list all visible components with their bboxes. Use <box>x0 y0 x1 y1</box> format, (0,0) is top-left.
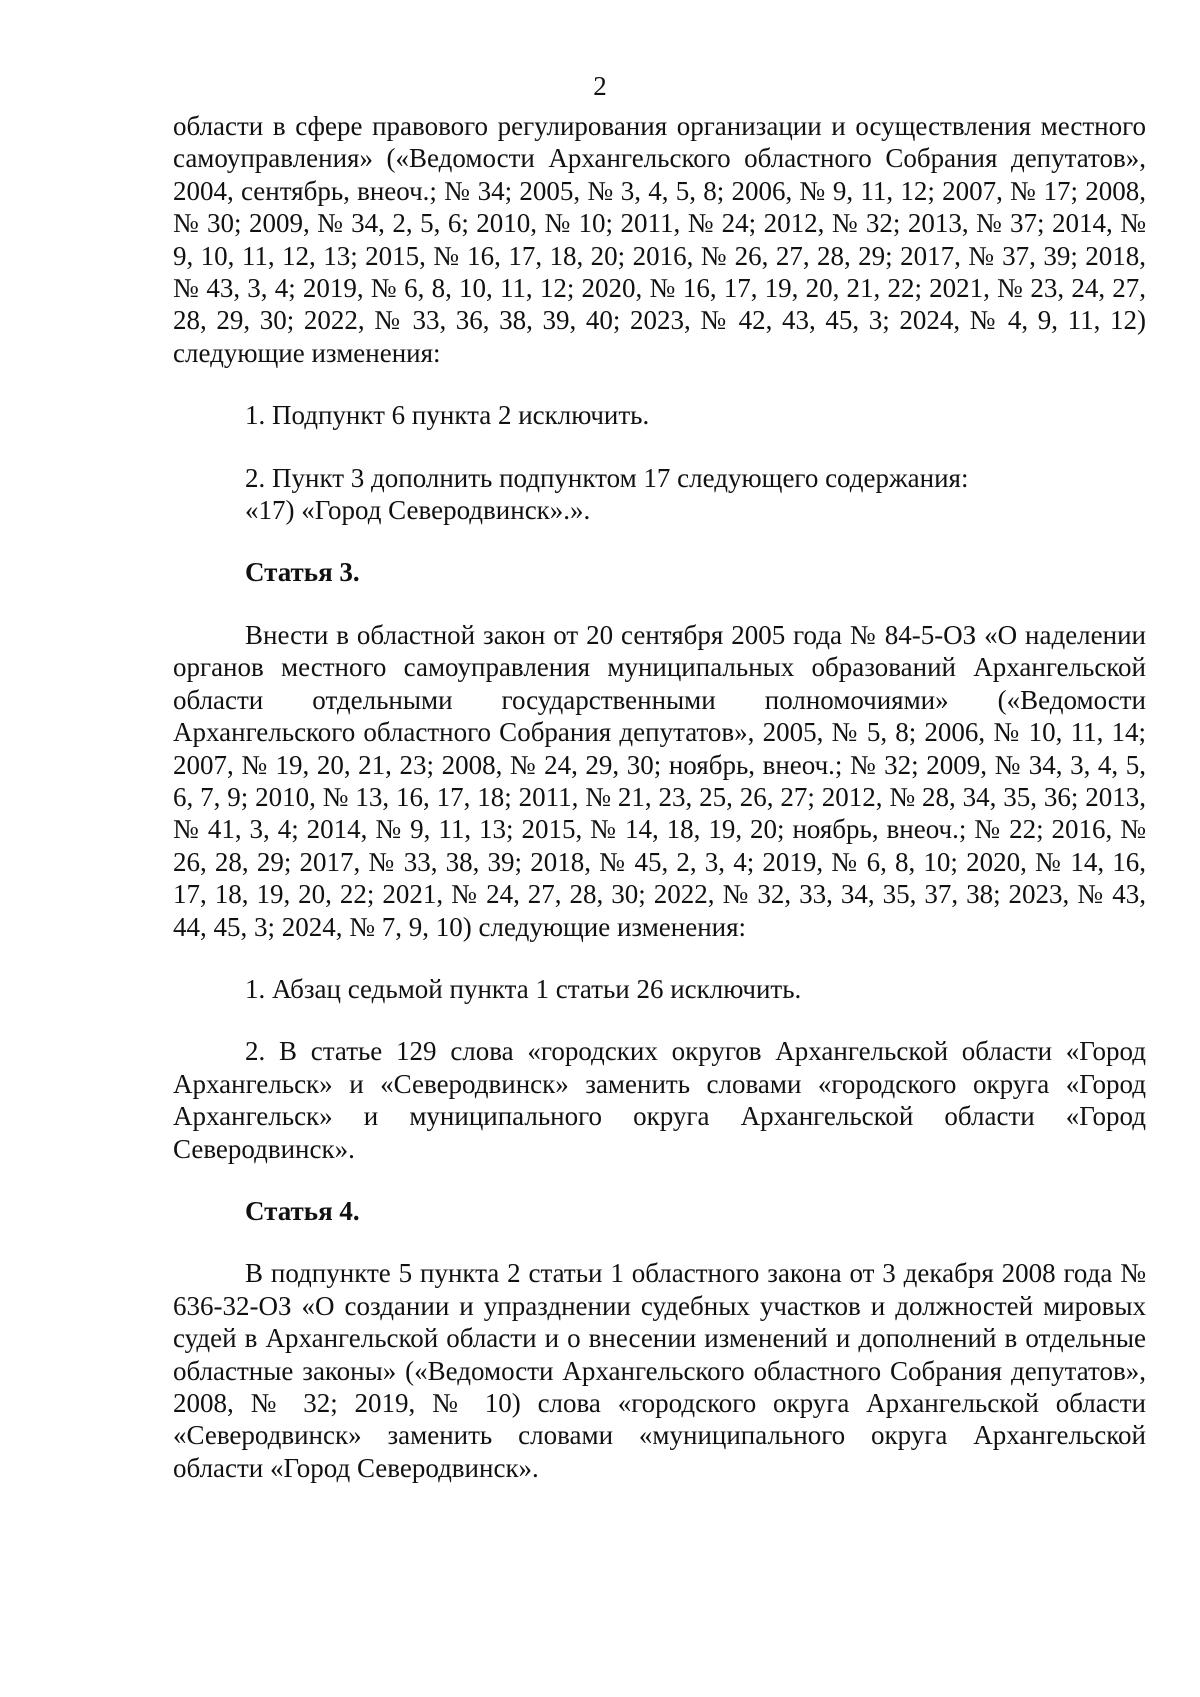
item-2-line-1: 2. Пункт 3 дополнить подпунктом 17 следующего содержания: <box>245 462 969 493</box>
article-3-item-1: 1. Абзац седьмой пункта 1 статьи 26 исключить. <box>245 973 802 1004</box>
article-4-text: В подпункте 5 пункта 2 статьи 1 областного закона от 3 декабря 2008 года № 636-32-ОЗ «О создании и упразднении судебных участков и должностей мировых судей в Архангельской области и о внесении изменений и дополнений в отдельные областные законы» («Ведомости Архангельского областного Собрания депутатов», 2008, № 32; 2019, № 10) слова «городского округа Архангельской области «Северодвинск» заменить словами «муниципального округа Архангельской области «Город Северодвинск». <box>173 1258 1146 1483</box>
article-3-item-2: 2. В статье 129 слова «городских округов Архангельской области «Город Архангельск» и «Северодвинск» заменить словами «городского округа «Город Архангельск» и муниципального округа Архангельской области «Город Северодвинск». <box>173 1036 1146 1164</box>
paragraph-item-1: 1. Подпункт 6 пункта 2 исключить. <box>245 400 650 431</box>
paragraph-item-2 <box>173 462 1146 527</box>
document-body <box>173 110 1146 1484</box>
article-4-heading: Статья 4. <box>245 1195 360 1226</box>
article-3-heading: Статья 3. <box>245 557 360 588</box>
article-3-text: Внести в областной закон от 20 сентября 2005 года № 84-5-ОЗ «О наделении органов местного самоуправления муниципальных образований Архангельской области отдельными государственными полномочиями» («Ведомости Архангельского областного Собрания депутатов», 2005, № 5, 8; 2006, № 10, 11, 14; 2007, № 19, 20, 21, 23; 2008, № 24, 29, 30; ноябрь, внеоч.; № 32; 2009, № 34, 3, 4, 5, 6, 7, 9; 2010, № 13, 16, 17, 18; 2011, № 21, 23, 25, 26, 27; 2012, № 28, 34, 35, 36; 2013, № 41, 3, 4; 2014, № 9, 11, 13; 2015, № 14, 18, 19, 20; ноябрь, внеоч.; № 22; 2016, № 26, 28, 29; 2017, № 33, 38, 39; 2018, № 45, 2, 3, 4; 2019, № 6, 8, 10; 2020, № 14, 16, 17, 18, 19, 20, 22; 2021, № 24, 27, 28, 30; 2022, № 32, 33, 34, 35, 37, 38; 2023, № 43, 44, 45, 3; 2024, № 7, 9, 10) следующие изменения: <box>173 619 1146 942</box>
item-2-line-2: «17) «Город Северодвинск».». <box>245 495 591 526</box>
paragraph-continuation: области в сфере правового регулирования организации и осуществления местного самоуправления» («Ведомости Архангельского областного Собрания депутатов», 2004, сентябрь, внеоч.; № 34; 2005, № 3, 4, 5, 8; 2006, № 9, 11, 12; 2007, № 17; 2008, № 30; 2009, № 34, 2, 5, 6; 2010, № 10; 2011, № 24; 2012, № 32; 2013, № 37; 2014, № 9, 10, 11, 12, 13; 2015, № 16, 17, 18, 20; 2016, № 26, 27, 28, 29; 2017, № 37, 39; 2018, № 43, 3, 4; 2019, № 6, 8, 10, 11, 12; 2020, № 16, 17, 19, 20, 21, 22; 2021, № 23, 24, 27, 28, 29, 30; 2022, № 33, 36, 38, 39, 40; 2023, № 42, 43, 45, 3; 2024, № 4, 9, 11, 12) следующие изменения: <box>173 111 1146 368</box>
page-number: 2 <box>593 71 607 101</box>
